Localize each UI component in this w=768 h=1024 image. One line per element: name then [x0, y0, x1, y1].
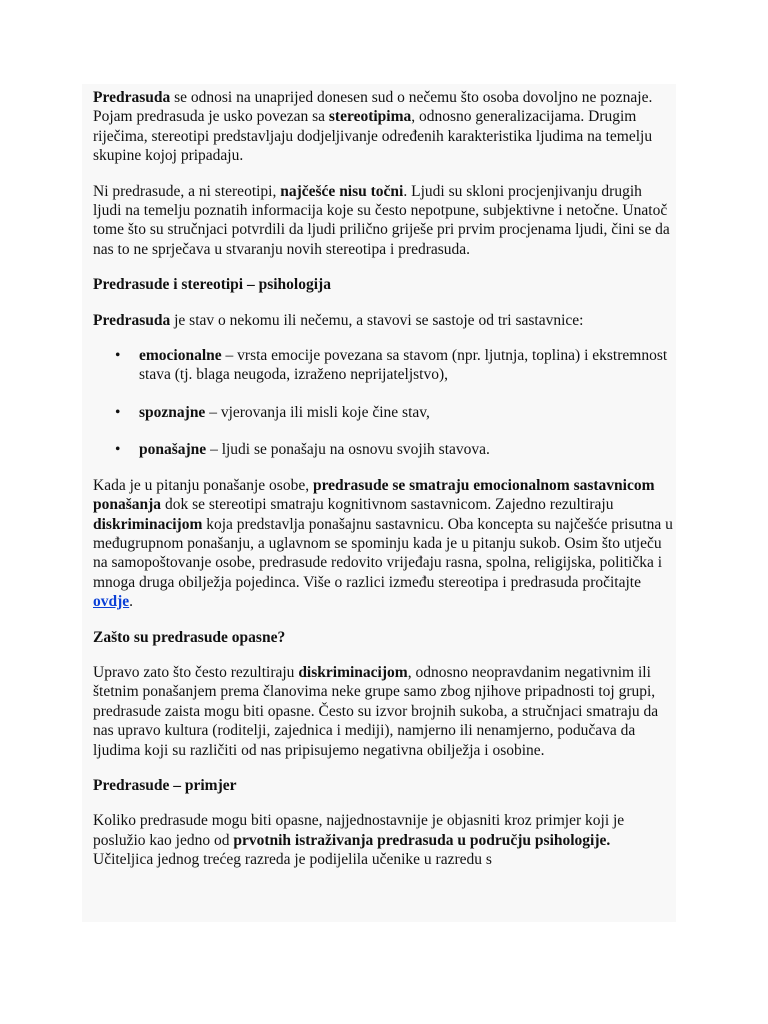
components-list: [93, 346, 673, 460]
bold-term: stereotipima: [328, 108, 412, 126]
paragraph-definition: Predrasuda se odnosi na unaprijed donesen sud o nečemu što osoba dovoljno ne poznaje. Pojam predrasuda je usko povezan sa stereotipima, odnosno generalizacijama. Drugim riječima, stereotipi predstavljaju dodjeljivanje određenih karakteristika ljudima na temelju skupine kojoj pripadaju.: [93, 89, 653, 165]
bold-term: ponašajne: [139, 441, 207, 459]
bold-term: emocionalne: [139, 347, 222, 365]
list-item: • spoznajne – vjerovanja ili misli koje čine stav,: [115, 403, 430, 421]
paragraph-behaviour: Kada je u pitanju ponašanje osobe, predrasude se smatraju emocionalnom sastavnicom ponašanja dok se stereotipi smatraju kognitivnom sastavnicom. Zajedno rezultiraju diskriminacijom koja predstavlja ponašajnu sastavnicu. Oba koncepta su najčešće prisutna u međugrupnom ponašanju, a uglavnom se spominju kada je u pitanju sukob. Osim što utječu na samopoštovanje osobe, predrasude redovito vrijeđaju rasna, spolna, religijska, politička i mnoga druga obilježja pojedinca. Više o razlici između stereotipa i predrasuda pročitajte ovdje.: [93, 476, 673, 611]
bullet-icon: •: [115, 403, 121, 421]
section-heading-danger: Zašto su predrasude opasne?: [93, 628, 286, 646]
paragraph-accuracy: Ni predrasude, a ni stereotipi, najčešće nisu točni. Ljudi su skloni procjenjivanju drugih ljudi na temelju poznatih informacija koje su često nepotpune, subjektivne i netočne. Unatoč tome što su stručnjaci potvrdili da ljudi prilično griješe pri prvim procjenama ljudi, čini se da nas to ne sprječava u stvaranju novih stereotipa i predrasuda.: [93, 182, 670, 258]
bold-term: diskriminacijom: [298, 663, 408, 681]
bold-term: predrasude se smatraju emocionalnom sastavnicom ponašanja: [93, 476, 655, 514]
bold-term: Predrasuda: [93, 311, 171, 329]
paragraph-danger: Upravo zato što često rezultiraju diskriminacijom, odnosno neopravdanim negativnim ili štetnim ponašanjem prema članovima neke grupe samo zbog njihove pripadnosti toj grupi, predrasude zaista mogu biti opasne. Često su izvor brojnih sukoba, a stručnjaci smatraju da nas upravo kultura (roditelji, zajednica i mediji), namjerno ili nenamjerno, podučava da ljudima koji su različiti od nas pripisujemo negativna obilježja i osobine.: [93, 663, 659, 759]
section-heading-example: Predrasude – primjer: [93, 776, 237, 794]
bold-term: najčešće nisu točni: [280, 182, 404, 200]
document-page: [82, 84, 676, 922]
list-item: • emocionalne – vrsta emocije povezana sa stavom (npr. ljutnja, toplina) i ekstremnost stava (tj. blaga neugoda, izraženo neprijateljstvo),: [115, 347, 668, 384]
ovdje-link[interactable]: ovdje: [93, 593, 130, 611]
document-body: [93, 88, 673, 886]
bold-term: Predrasuda: [93, 89, 171, 106]
paragraph-example: Koliko predrasude mogu biti opasne, najjednostavnije je objasniti kroz primjer koji je poslužio kao jedno od prvotnih istraživanja predrasuda u području psihologije. Učiteljica jednog trećeg razreda je podijelila učenike u razredu s: [93, 812, 625, 869]
bold-term: diskriminacijom: [93, 515, 203, 533]
bullet-icon: •: [115, 347, 121, 365]
section-heading-psychology: Predrasude i stereotipi – psihologija: [93, 276, 331, 294]
paragraph-attitude: Predrasuda je stav o nekomu ili nečemu, a stavovi se sastoje od tri sastavnice:: [93, 311, 584, 329]
list-item: • ponašajne – ljudi se ponašaju na osnovu svojih stavova.: [115, 441, 490, 459]
bold-term: prvotnih istraživanja predrasuda u području psihologije.: [233, 831, 611, 849]
bullet-icon: •: [115, 441, 121, 459]
bold-term: spoznajne: [139, 403, 206, 421]
